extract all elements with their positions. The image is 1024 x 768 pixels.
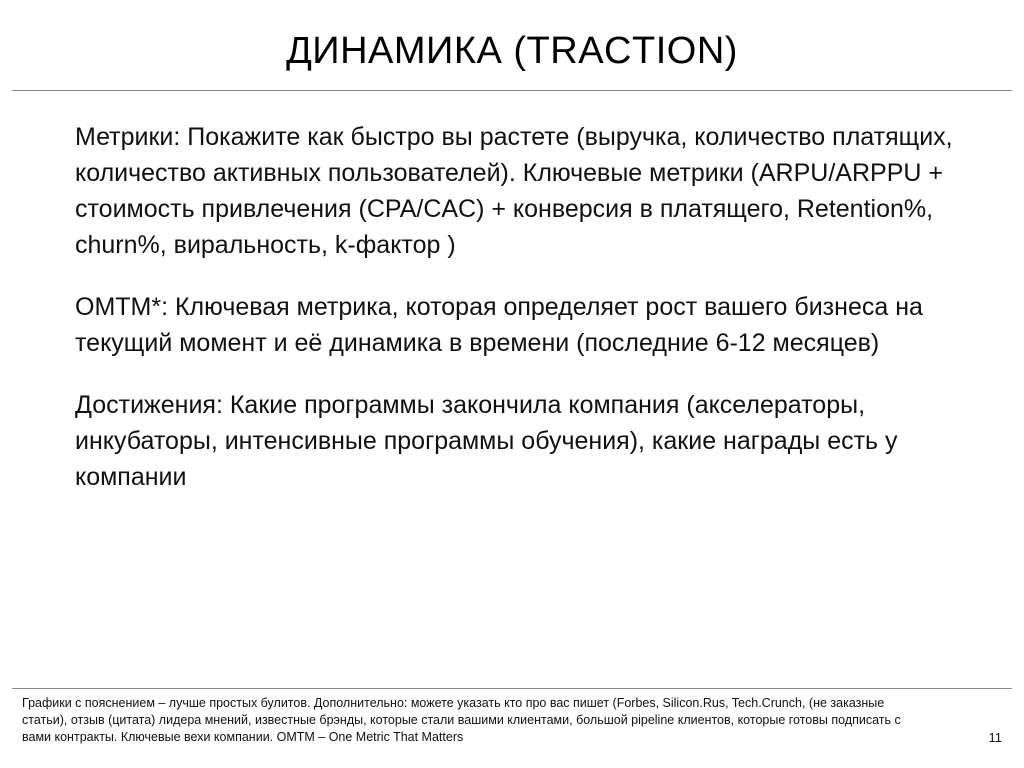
footnote: Графики с пояснением – лучше простых булитов. Дополнительно: можете указать кто про вас пишет (Forbes, Silicon.Rus, Tech.Crunch, (не заказные статьи), отзыв (цитата) лидера мнений, известные брэнды, которые стали вашими клиентами, большой pipeline клиентов, которые готовы подписать с вами контракты. Ключевые вехи компании. OMTM – One Metric That Matters <box>22 696 901 744</box>
paragraph-achievements: Достижения: Какие программы закончила компания (акселераторы, инкубаторы, интенсивные программы обучения), какие награды есть у компании <box>75 391 898 491</box>
paragraph-omtm: OMTM*: Ключевая метрика, которая определяет рост вашего бизнеса на текущий момент и её динамика в времени (последние 6-12 месяцев) <box>75 293 923 357</box>
footer-divider <box>12 688 1012 689</box>
slide-title: ДИНАМИКА (TRACTION) <box>286 30 738 72</box>
title-divider <box>12 90 1012 91</box>
slide-body <box>75 119 955 521</box>
paragraph-metrics: Метрики: Покажите как быстро вы растете (выручка, количество платящих, количество активных пользователей). Ключевые метрики (ARPU/ARPPU + стоимость привлечения (CPA/CAC) + конверсия в платящего, Retention%, churn%, виральность, k-фактор ) <box>75 123 953 259</box>
slide-number: 11 <box>988 730 1002 745</box>
